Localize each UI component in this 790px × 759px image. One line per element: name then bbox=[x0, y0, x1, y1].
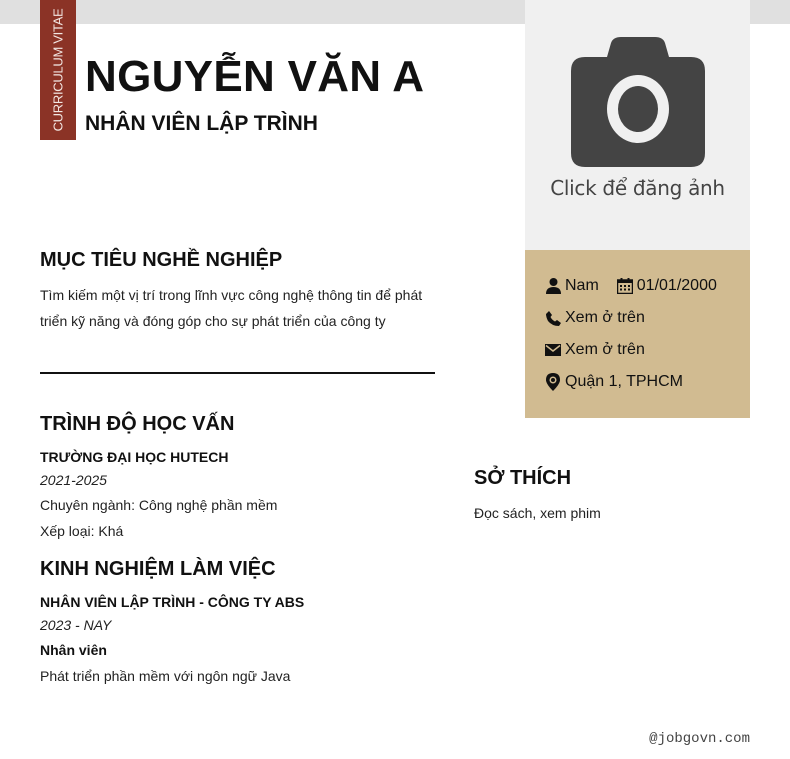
objective-line-2[interactable]: triển kỹ năng và đóng góp cho sự phát triển của công ty bbox=[40, 313, 386, 329]
section-divider bbox=[40, 372, 435, 374]
info-row-phone bbox=[545, 302, 750, 334]
education-grade[interactable]: Xếp loại: Khá bbox=[40, 523, 124, 539]
watermark: @jobgovn.com bbox=[649, 731, 750, 747]
cv-tag bbox=[40, 0, 76, 140]
experience-period[interactable]: 2023 - NAY bbox=[40, 617, 112, 633]
phone-value[interactable]: Xem ở trên bbox=[565, 309, 645, 326]
hobbies-content[interactable]: Đọc sách, xem phim bbox=[474, 505, 601, 521]
camera-icon bbox=[571, 37, 705, 167]
calendar-icon bbox=[617, 278, 633, 294]
photo-upload-label: Click để đăng ảnh bbox=[550, 176, 725, 200]
info-row-gender-dob bbox=[545, 270, 750, 302]
info-row-email bbox=[545, 334, 750, 366]
experience-title: KINH NGHIỆM LÀM VIỆC bbox=[40, 558, 276, 580]
gender-value[interactable]: Nam bbox=[565, 277, 599, 294]
education-title: TRÌNH ĐỘ HỌC VẤN bbox=[40, 413, 235, 435]
person-icon bbox=[545, 278, 561, 294]
experience-description[interactable]: Phát triển phần mềm với ngôn ngữ Java bbox=[40, 668, 291, 684]
envelope-icon bbox=[545, 342, 561, 358]
education-school[interactable]: TRƯỜNG ĐẠI HỌC HUTECH bbox=[40, 449, 229, 465]
hobbies-title: SỞ THÍCH bbox=[474, 467, 572, 489]
photo-upload[interactable] bbox=[525, 0, 750, 250]
experience-role[interactable]: Nhân viên bbox=[40, 642, 107, 658]
personal-info-panel bbox=[525, 250, 750, 418]
dob-value[interactable]: 01/01/2000 bbox=[636, 277, 717, 294]
job-title[interactable]: NHÂN VIÊN LẬP TRÌNH bbox=[85, 112, 318, 135]
objective-line-1[interactable]: Tìm kiếm một vị trí trong lĩnh vực công nghệ thông tin để phát bbox=[40, 287, 423, 303]
info-row-address bbox=[545, 366, 750, 398]
candidate-name[interactable]: NGUYỄN VĂN A bbox=[85, 52, 425, 101]
address-value[interactable]: Quận 1, TPHCM bbox=[565, 373, 683, 390]
experience-position-company[interactable]: NHÂN VIÊN LẬP TRÌNH - CÔNG TY ABS bbox=[40, 594, 305, 610]
phone-icon bbox=[545, 310, 561, 326]
email-value[interactable]: Xem ở trên bbox=[565, 341, 645, 358]
education-major[interactable]: Chuyên ngành: Công nghệ phần mềm bbox=[40, 497, 278, 513]
cv-tag-label: CURRICULUM VITAE bbox=[50, 8, 66, 132]
map-pin-icon bbox=[545, 374, 561, 390]
education-period[interactable]: 2021-2025 bbox=[40, 472, 107, 488]
objective-title: MỤC TIÊU NGHỀ NGHIỆP bbox=[40, 249, 283, 271]
